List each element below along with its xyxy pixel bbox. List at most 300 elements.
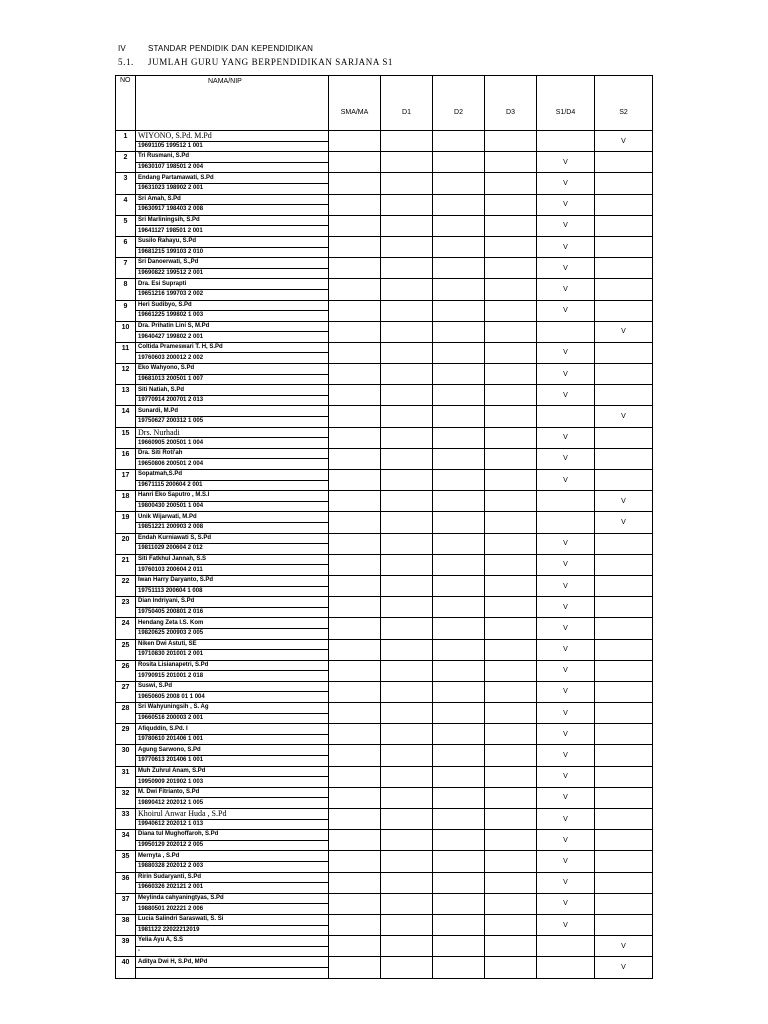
row-number: 38 — [116, 914, 136, 935]
teacher-name: M. Dwi Fitrianto, S.Pd — [136, 787, 329, 798]
subsection-heading — [118, 57, 393, 67]
d1-cell — [381, 872, 433, 893]
header-nama-nip: NAMA/NIP — [136, 76, 329, 131]
d2-cell — [433, 830, 485, 851]
d3-cell — [485, 491, 537, 512]
d2-cell — [433, 427, 485, 448]
sma-cell — [329, 385, 381, 406]
table-row — [116, 364, 653, 375]
table-row — [116, 618, 653, 629]
s2-cell — [595, 554, 653, 575]
row-number: 2 — [116, 152, 136, 173]
teacher-name: Ririn Sudaryanti, S.Pd — [136, 872, 329, 883]
teacher-nip: 19630107 198501 2 004 — [136, 162, 329, 173]
d3-cell — [485, 681, 537, 702]
d1-cell — [381, 533, 433, 554]
s1-d4-cell: V — [537, 385, 595, 406]
sma-cell — [329, 787, 381, 808]
d3-cell — [485, 470, 537, 491]
d2-cell — [433, 342, 485, 363]
header-s1-d4: S1/D4 — [537, 76, 595, 131]
s1-d4-cell — [537, 957, 595, 978]
d3-cell — [485, 724, 537, 745]
teacher-nip: 19890412 202012 1 005 — [136, 798, 329, 809]
row-number: 6 — [116, 236, 136, 257]
d1-cell — [381, 639, 433, 660]
sma-cell — [329, 364, 381, 385]
sma-cell — [329, 554, 381, 575]
section-number: IV — [118, 44, 126, 53]
d1-cell — [381, 364, 433, 385]
teacher-nip: 19750627 200312 1 005 — [136, 417, 329, 428]
row-number: 31 — [116, 766, 136, 787]
teacher-nip: 19811029 200604 2 012 — [136, 544, 329, 555]
sma-cell — [329, 660, 381, 681]
teacher-name: Hanri Eko Saputro , M.S.I — [136, 491, 329, 502]
teacher-nip: 19760603 200012 2 002 — [136, 353, 329, 364]
teacher-nip: 19660516 200003 2 001 — [136, 713, 329, 724]
teacher-name: Rosita Lisianapetri, S.Pd — [136, 660, 329, 671]
sma-cell — [329, 914, 381, 935]
d3-cell — [485, 703, 537, 724]
s1-d4-cell — [537, 512, 595, 533]
d2-cell — [433, 279, 485, 300]
d3-cell — [485, 194, 537, 215]
sma-cell — [329, 152, 381, 173]
teacher-nip: 19660326 202121 2 001 — [136, 883, 329, 894]
teacher-name: Coltida Prameswari T. H, S.Pd — [136, 342, 329, 353]
s2-cell: V — [595, 321, 653, 342]
table-row — [116, 279, 653, 290]
subsection-title: JUMLAH GURU YANG BERPENDIDIKAN SARJANA S1 — [148, 57, 394, 67]
header-d1: D1 — [381, 76, 433, 131]
teacher-name: Dian Indriyani, S.Pd — [136, 597, 329, 608]
section-title: STANDAR PENDIDIK DAN KEPENDIDIKAN — [148, 44, 314, 53]
d1-cell — [381, 512, 433, 533]
d2-cell — [433, 787, 485, 808]
s1-d4-cell: V — [537, 703, 595, 724]
sma-cell — [329, 342, 381, 363]
d1-cell — [381, 173, 433, 194]
table-body — [116, 131, 653, 979]
d3-cell — [485, 639, 537, 660]
row-number: 4 — [116, 194, 136, 215]
d3-cell — [485, 851, 537, 872]
d2-cell — [433, 470, 485, 491]
s1-d4-cell: V — [537, 194, 595, 215]
table-row — [116, 554, 653, 565]
s2-cell — [595, 236, 653, 257]
d3-cell — [485, 152, 537, 173]
teacher-name: Siti Fatkhul Jannah, S.S — [136, 554, 329, 565]
row-number: 22 — [116, 575, 136, 596]
s2-cell — [595, 597, 653, 618]
d3-cell — [485, 787, 537, 808]
sma-cell — [329, 448, 381, 469]
teacher-name: Sri Amah, S.Pd — [136, 194, 329, 205]
d1-cell — [381, 491, 433, 512]
s1-d4-cell: V — [537, 300, 595, 321]
s1-d4-cell: V — [537, 597, 595, 618]
d3-cell — [485, 448, 537, 469]
d2-cell — [433, 809, 485, 830]
s1-d4-cell — [537, 321, 595, 342]
s1-d4-cell: V — [537, 618, 595, 639]
s1-d4-cell: V — [537, 681, 595, 702]
s2-cell: V — [595, 512, 653, 533]
teacher-nip: 19820625 200903 2 005 — [136, 628, 329, 639]
row-number: 9 — [116, 300, 136, 321]
teacher-nip: 19681215 199103 2 010 — [136, 247, 329, 258]
row-number: 7 — [116, 258, 136, 279]
row-number: 32 — [116, 787, 136, 808]
d2-cell — [433, 936, 485, 957]
table-row — [116, 830, 653, 841]
teacher-name: Dra. Siti Roti'ah — [136, 448, 329, 459]
d3-cell — [485, 830, 537, 851]
s1-d4-cell: V — [537, 427, 595, 448]
sma-cell — [329, 703, 381, 724]
d3-cell — [485, 364, 537, 385]
table-row — [116, 766, 653, 777]
d2-cell — [433, 618, 485, 639]
table-row — [116, 215, 653, 226]
table-row — [116, 321, 653, 332]
d1-cell — [381, 385, 433, 406]
row-number: 26 — [116, 660, 136, 681]
s2-cell — [595, 809, 653, 830]
sma-cell — [329, 618, 381, 639]
table-row — [116, 787, 653, 798]
s2-cell: V — [595, 131, 653, 152]
teacher-name: Agung Sarwono, S.Pd — [136, 745, 329, 756]
teacher-nip: 19630917 198403 2 008 — [136, 205, 329, 216]
d1-cell — [381, 597, 433, 618]
teacher-name: Lucia Salindri Saraswati, S. Si — [136, 914, 329, 925]
row-number: 8 — [116, 279, 136, 300]
d1-cell — [381, 745, 433, 766]
teacher-nip: 19650806 200501 2 004 — [136, 459, 329, 470]
teacher-name: Sunardi, M.Pd — [136, 406, 329, 417]
d2-cell — [433, 533, 485, 554]
d1-cell — [381, 300, 433, 321]
row-number: 1 — [116, 131, 136, 152]
teacher-name: Tri Rusmani, S.Pd — [136, 152, 329, 163]
s1-d4-cell: V — [537, 470, 595, 491]
sma-cell — [329, 745, 381, 766]
teacher-nip: 19661225 199802 1 003 — [136, 311, 329, 322]
sma-cell — [329, 766, 381, 787]
sma-cell — [329, 321, 381, 342]
teacher-name: Sri Danoerwati, S.,Pd — [136, 258, 329, 269]
d3-cell — [485, 258, 537, 279]
d1-cell — [381, 131, 433, 152]
s1-d4-cell: V — [537, 893, 595, 914]
teacher-nip: 19690822 199512 2 001 — [136, 268, 329, 279]
header-s2: S2 — [595, 76, 653, 131]
teacher-name: Niken Dwi Astuti, SE — [136, 639, 329, 650]
s2-cell — [595, 533, 653, 554]
sma-cell — [329, 872, 381, 893]
teacher-name: Hendang Zeta I.S. Kom — [136, 618, 329, 629]
d3-cell — [485, 131, 537, 152]
d3-cell — [485, 300, 537, 321]
teacher-name: Susilo Rahayu, S.Pd — [136, 236, 329, 247]
teacher-name: Suswi, S.Pd — [136, 681, 329, 692]
table-row — [116, 575, 653, 586]
row-number: 18 — [116, 491, 136, 512]
sma-cell — [329, 639, 381, 660]
s2-cell — [595, 893, 653, 914]
d1-cell — [381, 681, 433, 702]
table-row — [116, 809, 653, 820]
teacher-name: Siti Natiah, S.Pd — [136, 385, 329, 396]
teacher-nip: 19800430 200501 1 004 — [136, 501, 329, 512]
d2-cell — [433, 914, 485, 935]
d1-cell — [381, 936, 433, 957]
sma-cell — [329, 427, 381, 448]
s1-d4-cell: V — [537, 830, 595, 851]
teacher-name: Endah Kurniawati S, S.Pd — [136, 533, 329, 544]
s1-d4-cell: V — [537, 575, 595, 596]
d2-cell — [433, 152, 485, 173]
d1-cell — [381, 406, 433, 427]
d1-cell — [381, 470, 433, 491]
d1-cell — [381, 215, 433, 236]
s2-cell — [595, 342, 653, 363]
row-number: 28 — [116, 703, 136, 724]
table-row — [116, 491, 653, 502]
s1-d4-cell: V — [537, 660, 595, 681]
teacher-nip: 19940612 202012 1 013 — [136, 819, 329, 830]
table-row — [116, 173, 653, 184]
d1-cell — [381, 342, 433, 363]
s2-cell — [595, 364, 653, 385]
s1-d4-cell: V — [537, 448, 595, 469]
teacher-name: WIYONO, S.Pd. M.Pd — [136, 131, 329, 142]
table-row — [116, 385, 653, 396]
d1-cell — [381, 660, 433, 681]
s1-d4-cell: V — [537, 745, 595, 766]
s2-cell — [595, 194, 653, 215]
d3-cell — [485, 215, 537, 236]
section-heading — [118, 44, 313, 53]
table-row — [116, 406, 653, 417]
d1-cell — [381, 957, 433, 978]
teacher-name: Endang Partamawati, S.Pd — [136, 173, 329, 184]
d2-cell — [433, 512, 485, 533]
sma-cell — [329, 681, 381, 702]
row-number: 27 — [116, 681, 136, 702]
header-no: NO — [116, 76, 136, 131]
s1-d4-cell: V — [537, 215, 595, 236]
teacher-nip: - — [136, 946, 329, 957]
d2-cell — [433, 173, 485, 194]
s1-d4-cell: V — [537, 914, 595, 935]
row-number: 30 — [116, 745, 136, 766]
sma-cell — [329, 258, 381, 279]
d1-cell — [381, 766, 433, 787]
s2-cell — [595, 385, 653, 406]
row-number: 3 — [116, 173, 136, 194]
s2-cell — [595, 681, 653, 702]
table-row — [116, 258, 653, 269]
sma-cell — [329, 215, 381, 236]
header-d2: D2 — [433, 76, 485, 131]
s2-cell — [595, 173, 653, 194]
d2-cell — [433, 703, 485, 724]
d2-cell — [433, 851, 485, 872]
table-row — [116, 639, 653, 650]
d3-cell — [485, 279, 537, 300]
s2-cell — [595, 152, 653, 173]
s1-d4-cell — [537, 406, 595, 427]
d3-cell — [485, 809, 537, 830]
table-row — [116, 893, 653, 904]
sma-cell — [329, 597, 381, 618]
table-row — [116, 914, 653, 925]
teacher-name: Dra. Prihatin Lini S, M.Pd — [136, 321, 329, 332]
d3-cell — [485, 936, 537, 957]
row-number: 39 — [116, 936, 136, 957]
s2-cell: V — [595, 491, 653, 512]
d3-cell — [485, 406, 537, 427]
d1-cell — [381, 809, 433, 830]
d2-cell — [433, 893, 485, 914]
table-row — [116, 512, 653, 523]
s2-cell: V — [595, 936, 653, 957]
d3-cell — [485, 236, 537, 257]
teacher-name: Sri Wahyuningsih , S. Ag — [136, 703, 329, 714]
s1-d4-cell: V — [537, 554, 595, 575]
row-number: 24 — [116, 618, 136, 639]
row-number: 34 — [116, 830, 136, 851]
sma-cell — [329, 236, 381, 257]
table-row — [116, 660, 653, 671]
s2-cell — [595, 258, 653, 279]
teacher-qualification-table — [115, 75, 653, 979]
sma-cell — [329, 406, 381, 427]
d1-cell — [381, 448, 433, 469]
s2-cell — [595, 279, 653, 300]
header-d3: D3 — [485, 76, 537, 131]
sma-cell — [329, 936, 381, 957]
s1-d4-cell: V — [537, 279, 595, 300]
sma-cell — [329, 851, 381, 872]
sma-cell — [329, 131, 381, 152]
row-number: 36 — [116, 872, 136, 893]
d1-cell — [381, 703, 433, 724]
d3-cell — [485, 575, 537, 596]
d2-cell — [433, 745, 485, 766]
d1-cell — [381, 321, 433, 342]
table-row — [116, 851, 653, 862]
s2-cell — [595, 872, 653, 893]
teacher-name: Yelia Ayu A, S.S — [136, 936, 329, 947]
row-number: 37 — [116, 893, 136, 914]
s1-d4-cell: V — [537, 364, 595, 385]
teacher-nip: 19880501 202221 2 006 — [136, 904, 329, 915]
s1-d4-cell: V — [537, 342, 595, 363]
d3-cell — [485, 597, 537, 618]
teacher-name: Khoirul Anwar Huda , S.Pd — [136, 809, 329, 820]
sma-cell — [329, 300, 381, 321]
row-number: 5 — [116, 215, 136, 236]
s1-d4-cell: V — [537, 766, 595, 787]
sma-cell — [329, 893, 381, 914]
teacher-name: Eko Wahyono, S.Pd — [136, 364, 329, 375]
s1-d4-cell: V — [537, 872, 595, 893]
table-row — [116, 236, 653, 247]
d2-cell — [433, 385, 485, 406]
teacher-name: Meylinda cahyaningtyas, S.Pd — [136, 893, 329, 904]
sma-cell — [329, 173, 381, 194]
d2-cell — [433, 131, 485, 152]
d2-cell — [433, 321, 485, 342]
teacher-name: Unik Wijarwati, M.Pd — [136, 512, 329, 523]
d1-cell — [381, 279, 433, 300]
s2-cell — [595, 724, 653, 745]
s1-d4-cell: V — [537, 851, 595, 872]
s2-cell — [595, 575, 653, 596]
s1-d4-cell: V — [537, 258, 595, 279]
teacher-nip: 19760103 200604 2 011 — [136, 565, 329, 576]
s1-d4-cell: V — [537, 809, 595, 830]
sma-cell — [329, 491, 381, 512]
teacher-nip: 19880328 202012 2 003 — [136, 861, 329, 872]
teacher-nip: 19710830 201001 2 001 — [136, 650, 329, 661]
row-number: 11 — [116, 342, 136, 363]
d1-cell — [381, 575, 433, 596]
s2-cell — [595, 914, 653, 935]
table-row — [116, 681, 653, 692]
teacher-nip: 19651216 199703 2 002 — [136, 289, 329, 300]
row-number: 15 — [116, 427, 136, 448]
d2-cell — [433, 597, 485, 618]
row-number: 29 — [116, 724, 136, 745]
s2-cell — [595, 787, 653, 808]
d3-cell — [485, 914, 537, 935]
d2-cell — [433, 448, 485, 469]
d2-cell — [433, 554, 485, 575]
d3-cell — [485, 512, 537, 533]
table-row — [116, 300, 653, 311]
table-row — [116, 703, 653, 714]
s2-cell — [595, 470, 653, 491]
d3-cell — [485, 618, 537, 639]
d1-cell — [381, 194, 433, 215]
s1-d4-cell: V — [537, 787, 595, 808]
d2-cell — [433, 872, 485, 893]
s1-d4-cell — [537, 491, 595, 512]
table-row — [116, 342, 653, 353]
s1-d4-cell: V — [537, 173, 595, 194]
table-row — [116, 152, 653, 163]
d1-cell — [381, 427, 433, 448]
teacher-name: Muh Zuhrul Anam, S.Pd — [136, 766, 329, 777]
subsection-number: 5.1. — [118, 57, 134, 67]
sma-cell — [329, 575, 381, 596]
header-sma-ma: SMA/MA — [329, 76, 381, 131]
s1-d4-cell: V — [537, 152, 595, 173]
teacher-nip: 19851221 200903 2 008 — [136, 522, 329, 533]
d2-cell — [433, 957, 485, 978]
s2-cell — [595, 639, 653, 660]
row-number: 33 — [116, 809, 136, 830]
s2-cell — [595, 745, 653, 766]
d1-cell — [381, 724, 433, 745]
sma-cell — [329, 724, 381, 745]
